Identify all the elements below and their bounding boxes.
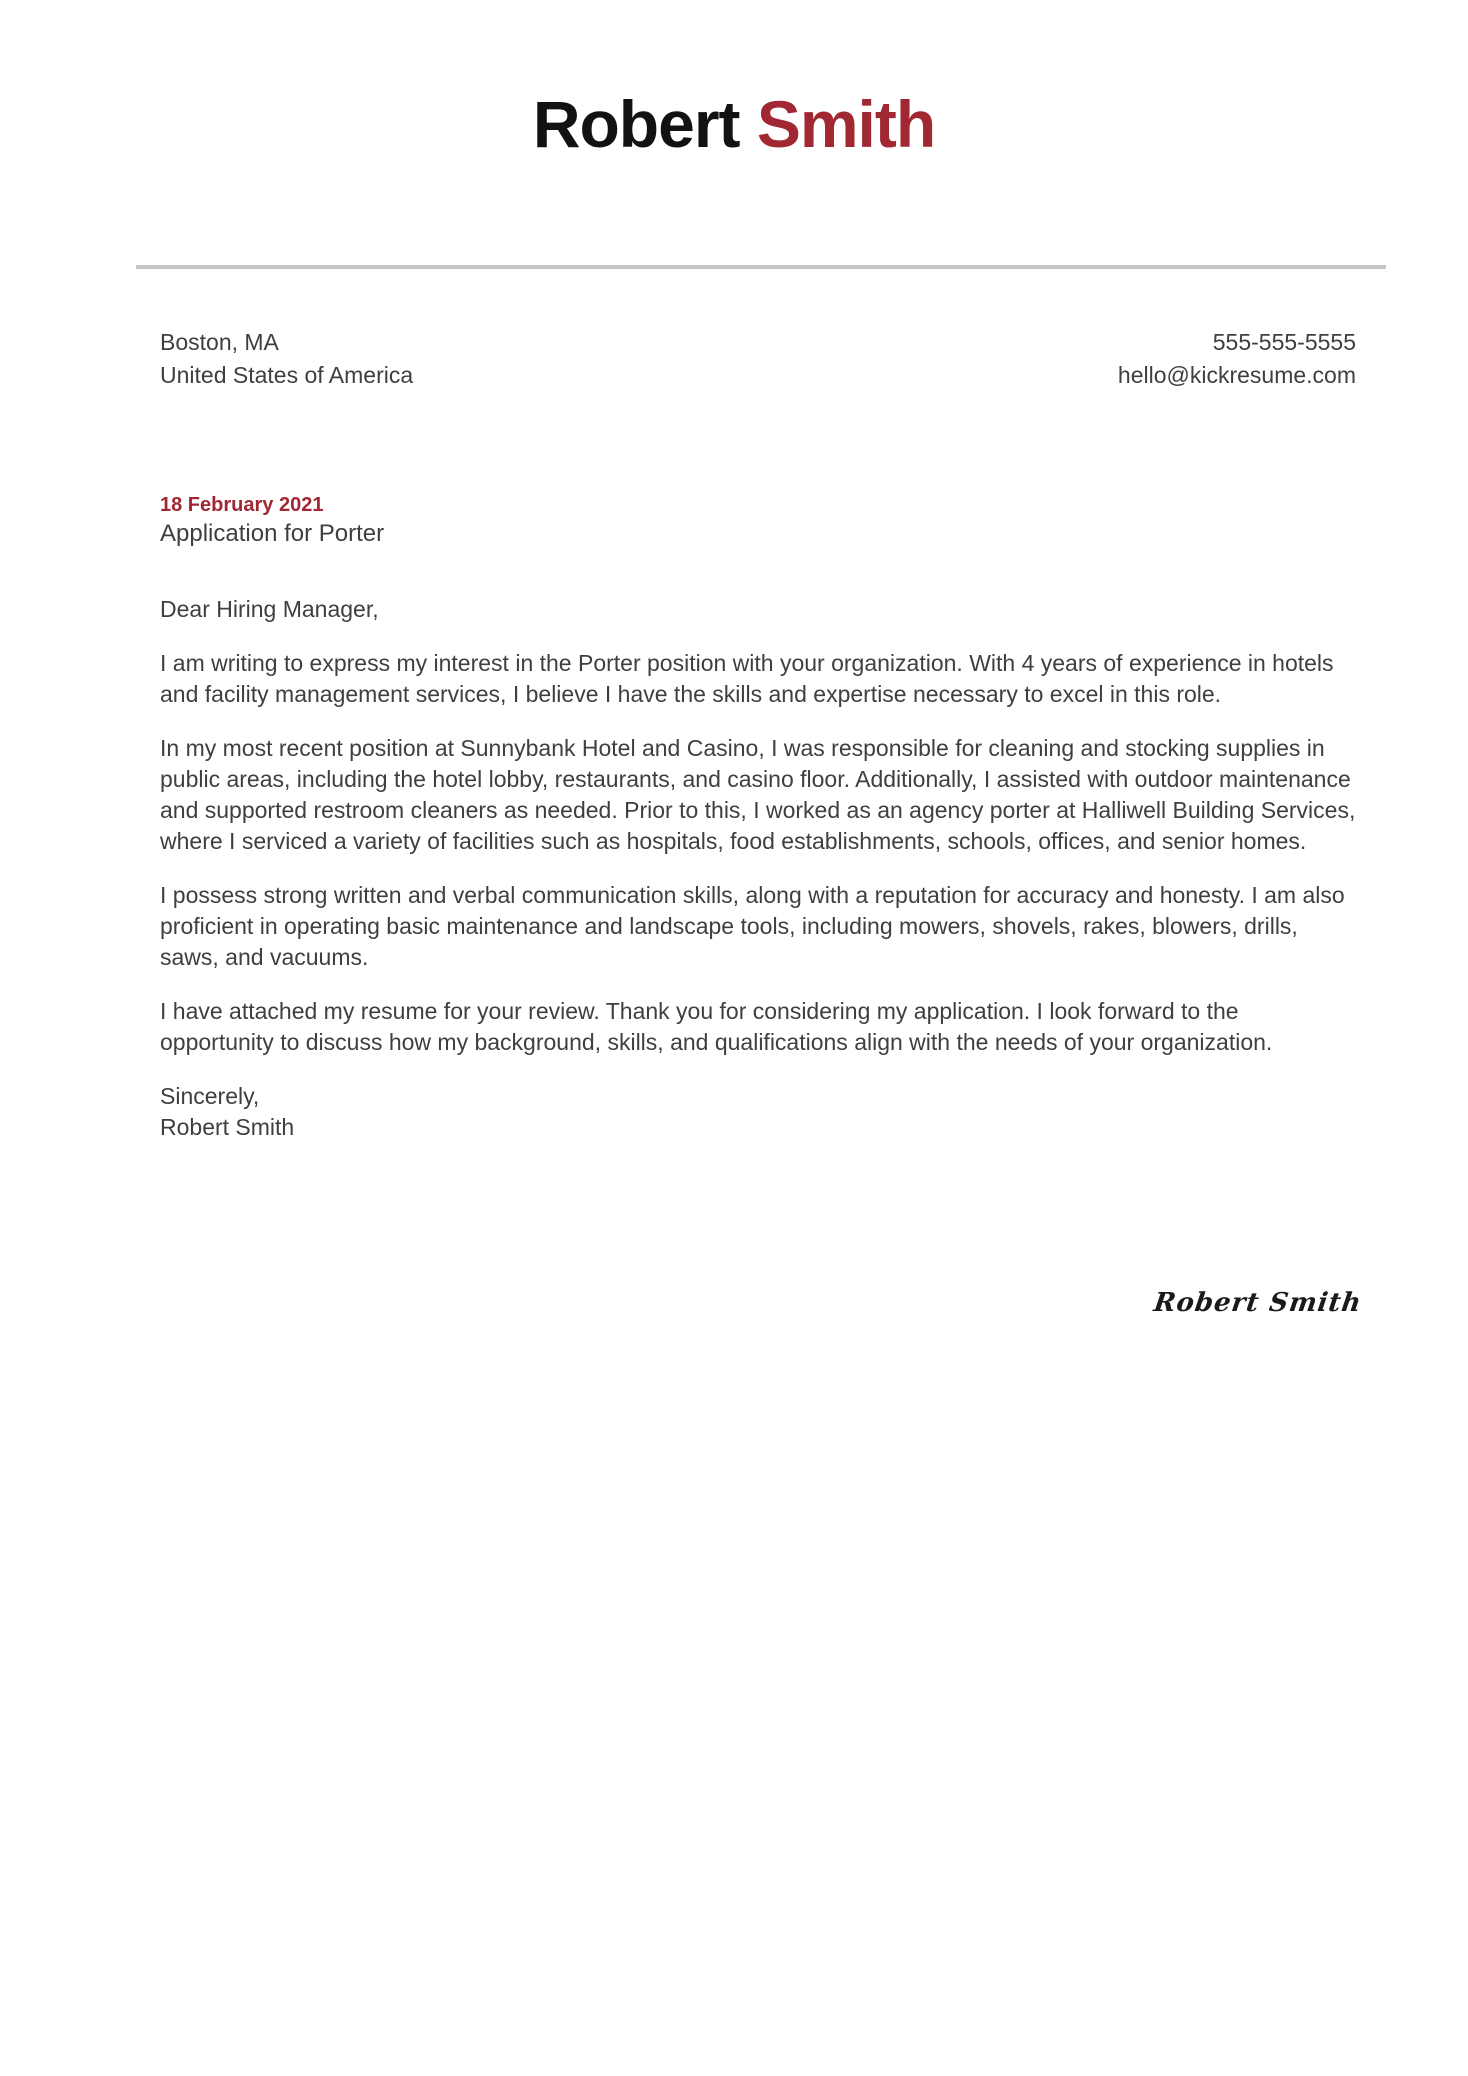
contact-city: Boston, MA (160, 329, 279, 355)
letter-subject: Application for Porter (160, 520, 385, 547)
letter-paragraph: I have attached my resume for your review. Thank you for considering my application. I look forward to the opportunity to discuss how my background, skills, and qualifications align with the needs of your organization. (160, 998, 1273, 1055)
contact-phone: 555-555-5555 (1212, 329, 1356, 355)
letter-closing-block (160, 1081, 1356, 1143)
letter-paragraph: I possess strong written and verbal communication skills, along with a reputation for accuracy and honesty. I am also proficient in operating basic maintenance and landscape tools, including mowers, shovels, rakes, blowers, drills, saws, and vacuums. (160, 882, 1345, 970)
last-name: Smith (756, 87, 936, 161)
letter-greeting: Dear Hiring Manager, (160, 596, 379, 622)
handwritten-signature: Robert Smith (1152, 1288, 1365, 1318)
letter-body (160, 492, 1356, 1143)
contact-country: United States of America (160, 362, 414, 388)
first-name: Robert (532, 87, 740, 161)
signed-name: Robert Smith (160, 1114, 295, 1140)
contact-address-block (160, 326, 413, 392)
letter-paragraph: In my most recent position at Sunnybank Hotel and Casino, I was responsible for cleaning and stocking supplies in public areas, including the hotel lobby, restaurants, and casino floor. Additionally, I assisted with outdoor maintenance and supported restroom cleaners as needed. Prior to this, I worked as an agency porter at Halliwell Building Services, where I serviced a variety of facilities such as hospitals, food establishments, schools, offices, and senior homes. (160, 735, 1356, 854)
letter-paragraph: I am writing to express my interest in the Porter position with your organization. With 4 years of experience in hotels and facility management services, I believe I have the skills and expertise necessary to excel in this role. (160, 650, 1334, 707)
letter-date: 18 February 2021 (160, 494, 324, 516)
closing-salutation: Sincerely, (160, 1083, 260, 1109)
contact-section (160, 326, 1356, 392)
contact-email: hello@kickresume.com (1117, 362, 1356, 388)
header-divider (136, 265, 1386, 269)
name-space (739, 87, 756, 161)
contact-details-block (1118, 326, 1356, 392)
page-title (0, 87, 1468, 161)
